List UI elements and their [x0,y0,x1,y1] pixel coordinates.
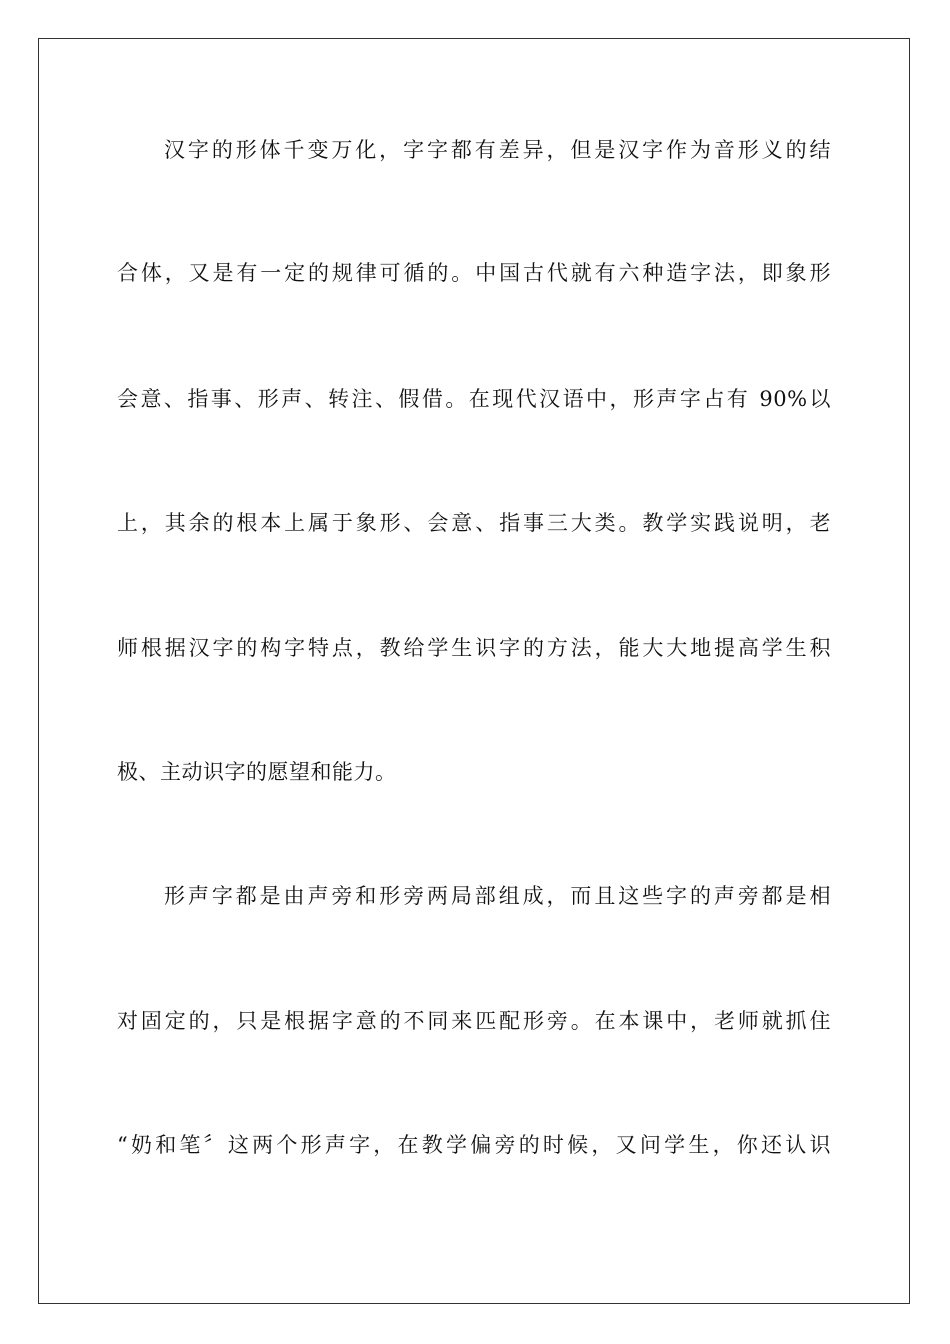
paragraph-2-line-3: “奶和笔〞这两个形声字，在教学偏旁的时候，又问学生，你还认识 [117,1133,831,1157]
paragraph-1-line-6: 极、主动识字的愿望和能力。 [117,760,397,784]
paragraph-1-line-4: 上，其余的根本上属于象形、会意、指事三大类。教学实践说明，老 [117,511,831,535]
paragraph-1-line-2: 合体，又是有一定的规律可循的。中国古代就有六种造字法，即象形 [117,261,831,285]
paragraph-1-line-5: 师根据汉字的构字特点，教给学生识字的方法，能大大地提高学生积 [117,636,831,660]
paragraph-2-line-2: 对固定的，只是根据字意的不同来匹配形旁。在本课中，老师就抓住 [117,1009,831,1033]
paragraph-1-line-1: 汉字的形体千变万化，字字都有差异，但是汉字作为音形义的结 [164,138,831,162]
paragraph-2-line-1: 形声字都是由声旁和形旁两局部组成，而且这些字的声旁都是相 [164,884,831,908]
paragraph-1-line-3: 会意、指事、形声、转注、假借。在现代汉语中，形声字占有 90%以 [117,387,831,411]
page-border [38,38,910,1304]
